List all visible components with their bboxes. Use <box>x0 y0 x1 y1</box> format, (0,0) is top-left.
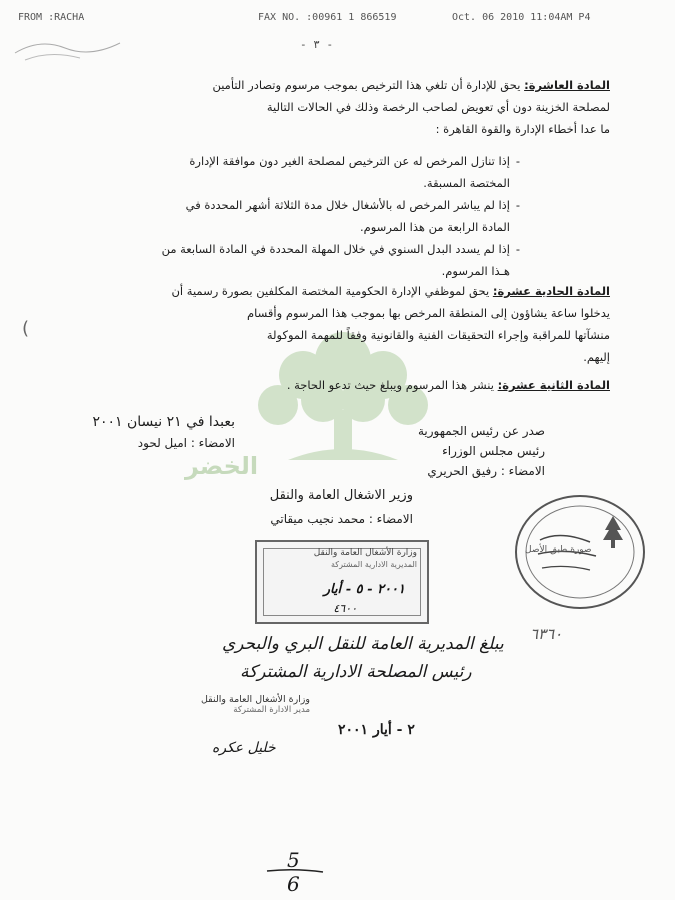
seal-text: صورة طبق الأصل <box>525 545 592 555</box>
page-fraction-den: 6 <box>287 872 300 896</box>
page-fraction-num: 5 <box>287 848 300 872</box>
issued-by: صدر عن رئيس الجمهورية <box>417 424 545 438</box>
fax-from: FROM :RACHA <box>18 12 85 23</box>
margin-bracket-mark: ( <box>22 318 30 339</box>
article-11 <box>90 280 610 302</box>
article-10-line2: لمصلحة الخزينة دون أي تعويض لصاحب الرخصة وذلك في الحالات التالية <box>266 100 610 114</box>
stamp-number: ٤٦٠٠ <box>333 602 357 615</box>
ministry-received-stamp <box>255 540 429 624</box>
article-10-title: المادة العاشرة: <box>524 78 610 92</box>
place-date: بعبدا في ٢١ نيسان ٢٠٠١ <box>92 414 235 430</box>
article-12-title: المادة الثانية عشرة: <box>497 378 610 392</box>
article-10-line3: ما عدا أخطاء الإدارة والقوة القاهرة : <box>435 122 610 136</box>
bottom-ministry-stamp <box>200 694 310 715</box>
article-11-line2: يدخلوا ساعة يشاؤون إلى المنطقة المرخص بها بموجب هذا المرسوم وأقسام <box>247 306 610 320</box>
article-11-line1: يحق لموظفي الإدارة الحكومية المختصة المكلفين بصورة رسمية أن <box>171 284 490 298</box>
stamp-ministry: وزارة الأشغال العامة والنقل <box>313 548 417 558</box>
bottom-stamp-line2: مدير الادارة المشتركة <box>233 705 310 715</box>
article-10-line1: يحق للإدارة أن تلغي هذا الترخيص بموجب مرسوم وتصادر التأمين <box>212 78 521 92</box>
president-signature: الامضاء : اميل لحود <box>137 436 235 450</box>
article-11-title: المادة الحادية عشرة: <box>492 284 610 298</box>
article-11-line4: إليهم. <box>583 350 610 364</box>
bottom-stamp-line1: وزارة الأشغال العامة والنقل <box>200 694 310 705</box>
minister-title: وزير الاشغال العامة والنقل <box>269 488 413 503</box>
fax-number: FAX NO. :00961 1 866519 <box>258 12 397 23</box>
pm-signature: الامضاء : رفيق الحريري <box>427 464 545 478</box>
watermark-text: الخضر <box>185 452 259 480</box>
bottom-date: ٢ - أيار ٢٠٠١ <box>338 722 415 738</box>
article-12 <box>90 374 610 396</box>
stamp-date: ٢٠٠١ - ٥ - أيار <box>323 582 405 597</box>
minister-signature: الامضاء : محمد نجيب ميقاتي <box>270 512 413 526</box>
official-round-seal-icon <box>510 490 650 630</box>
article-12-text: ينشر هذا المرسوم ويبلغ حيث تدعو الحاجة . <box>286 378 494 392</box>
article-11-line3: منشآتها للمراقبة وإجراء التحقيقات الفنية والقانونية وفقاً للمهمة الموكولة <box>266 328 610 342</box>
stamp-directorate: المديرية الادارية المشتركة <box>330 560 417 569</box>
fax-noise-mark <box>10 28 130 68</box>
page-number: - ٣ - <box>300 38 334 51</box>
handwritten-line-2: رئيس المصلحة الادارية المشتركة <box>240 662 472 682</box>
handwritten-line-1: يبلغ المديرية العامة للنقل البري والبحري <box>222 634 504 654</box>
article-10-bullet-1: إذا تنازل المرخص له عن الترخيص لمصلحة الغير دون موافقة الإدارة المختصة المسبقة. - <box>160 150 510 194</box>
article-10 <box>90 74 610 96</box>
pm-title: رئيس مجلس الوزراء <box>442 444 545 458</box>
margin-number: ٦٣٦٠ <box>530 625 563 643</box>
article-10-bullet-2: إذا لم يباشر المرخص له بالأشغال خلال مدة الثلاثة أشهر المحددة في المادة الرابعة من هذا المرسوم. - <box>160 194 510 238</box>
bottom-name: خليل عكره <box>212 740 276 756</box>
fax-datetime: Oct. 06 2010 11:04AM P4 <box>452 12 591 23</box>
article-10-bullet-3: إذا لم يسدد البدل السنوي في خلال المهلة المحددة في المادة السابعة من هـذا المرسوم. - <box>160 238 510 282</box>
